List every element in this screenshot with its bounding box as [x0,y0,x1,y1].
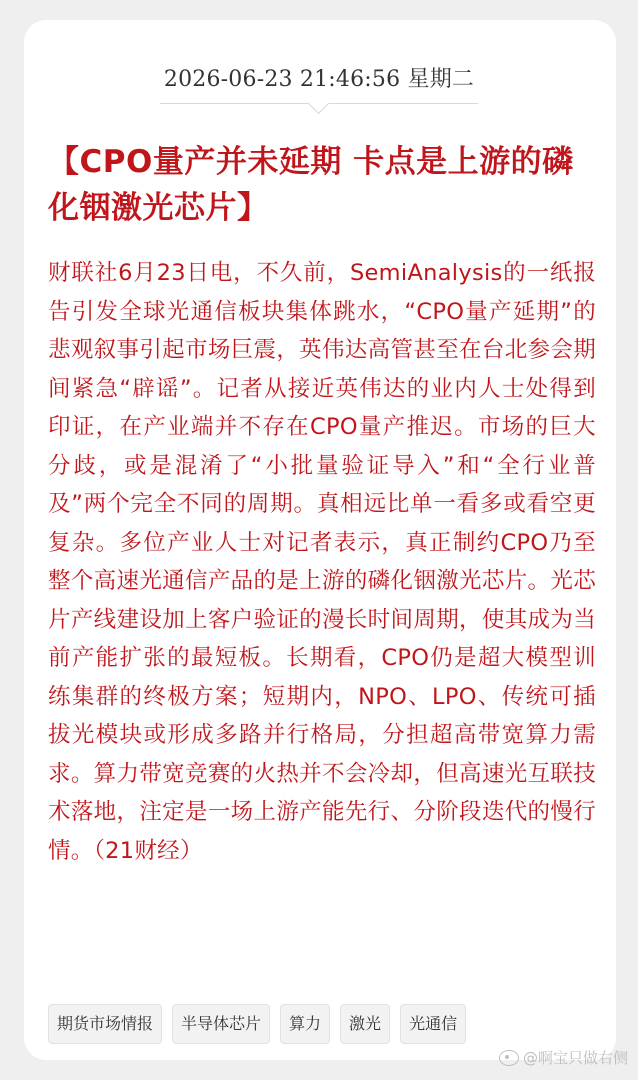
tag-list [48,1004,466,1044]
tag-laser[interactable]: 激光 [340,1004,390,1044]
timestamp-row [0,62,638,104]
watermark-text: @啊宝只做右侧 [522,1049,628,1067]
weibo-logo-icon [499,1050,519,1066]
tag-futures-intel[interactable]: 期货市场情报 [48,1004,162,1044]
headline: 【CPO量产并未延期 卡点是上游的磷化铟激光芯片】 [48,144,574,226]
tag-semiconductor-chips[interactable]: 半导体芯片 [172,1004,270,1044]
timestamp: 2026-06-23 21:46:56 星期二 [160,62,478,104]
watermark [499,1047,628,1068]
article-body: 财联社6月23日电，不久前，SemiAnalysis的一纸报告引发全球光通信板块集体跳水，“CPO量产延期”的悲观叙事引起市场巨震，英伟达高管甚至在台北参会期间紧急“辟谣”。记者从接近英伟达的业内人士处得到印证，在产业端并不存在CPO量产推迟。市场的巨大分歧，或是混淆了“小批量验证导入”和“全行业普及”两个完全不同的周期。真相远比单一看多或看空更复杂。多位产业人士对记者表示，真正制约CPO乃至整个高速光通信产品的是上游的磷化铟激光芯片。光芯片产线建设加上客户验证的漫长时间周期，使其成为当前产能扩张的最短板。长期看，CPO仍是超大模型训练集群的终极方案；短期内，NPO、LPO、传统可插拔光模块或形成多路并行格局，分担超高带宽算力需求。算力带宽竞赛的火热并不会冷却，但高速光互联技术落地，注定是一场上游产能先行、分阶段迭代的慢行情。（21财经） [48,260,596,864]
tag-computing-power[interactable]: 算力 [280,1004,330,1044]
tag-optical-comm[interactable]: 光通信 [400,1004,466,1044]
